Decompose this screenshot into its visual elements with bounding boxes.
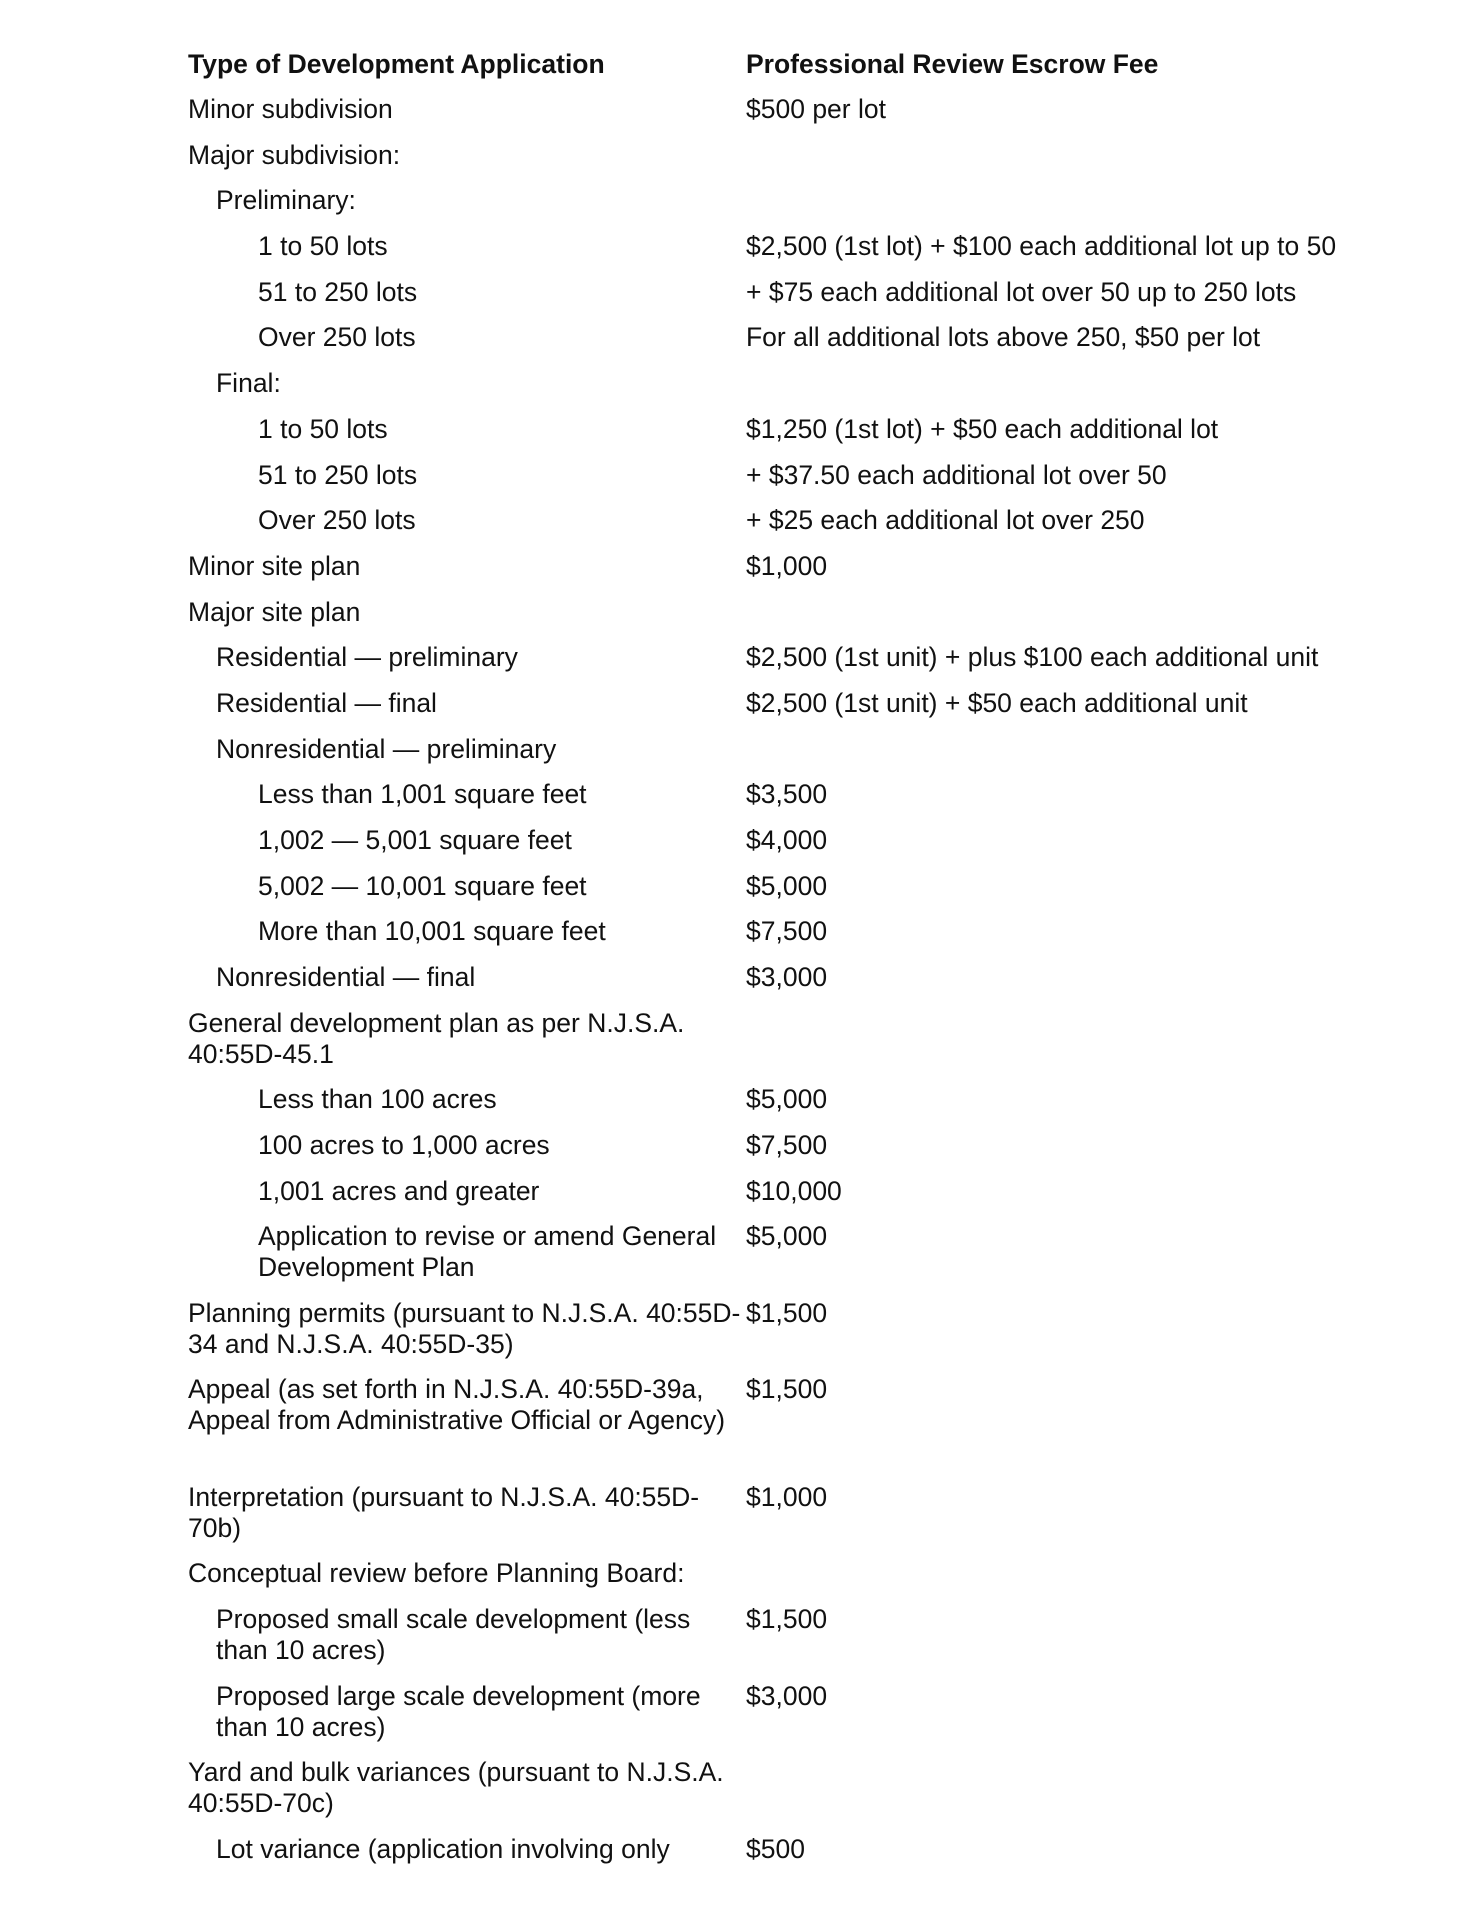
escrow-fee-cell [746, 1006, 1398, 1008]
table-row [188, 640, 1398, 686]
escrow-fee-cell: + $25 each additional lot over 250 [746, 505, 1145, 536]
application-type-cell: Proposed small scale development (less than 10 acres) [216, 1604, 691, 1665]
escrow-fee-cell [746, 732, 1398, 734]
application-type-cell: Minor subdivision [188, 94, 393, 124]
table-row [188, 1296, 1398, 1373]
application-type-cell: Nonresidential — final [216, 962, 476, 993]
escrow-fee-cell: $1,250 (1st lot) + $50 each additional lot [746, 413, 1219, 444]
escrow-fee-cell: $1,000 [746, 550, 828, 581]
table-row [188, 1556, 1398, 1602]
column-header-application-type: Type of Development Application [188, 49, 605, 79]
escrow-fee-cell [746, 1556, 1398, 1558]
application-type-cell: 51 to 250 lots [258, 459, 418, 490]
escrow-fee-cell: $7,500 [746, 1129, 828, 1160]
application-type-cell: Over 250 lots [258, 322, 416, 353]
table-header-row [188, 46, 1398, 92]
table-row [188, 1679, 1398, 1756]
table-row [188, 138, 1398, 184]
escrow-fee-cell [746, 595, 1398, 597]
application-type-cell: 1 to 50 lots [258, 413, 388, 444]
escrow-fee-cell: $2,500 (1st unit) + plus $100 each additional unit [746, 642, 1319, 673]
table-row [188, 183, 1398, 229]
application-type-cell: Planning permits (pursuant to N.J.S.A. 40:55D-34 and N.J.S.A. 40:55D-35) [188, 1297, 741, 1359]
escrow-fee-cell: $3,500 [746, 779, 828, 810]
table-row [188, 1480, 1398, 1557]
table-row [188, 1832, 1398, 1878]
escrow-fee-cell: $500 per lot [746, 94, 886, 124]
escrow-fee-cell: $3,000 [746, 962, 828, 993]
table-row [188, 1128, 1398, 1174]
application-type-cell: Application to revise or amend General Development Plan [258, 1221, 717, 1283]
table-row [188, 366, 1398, 412]
escrow-fee-cell: $3,000 [746, 1680, 828, 1711]
table-row [188, 1602, 1398, 1679]
application-type-cell: Residential — preliminary [216, 642, 518, 673]
escrow-fee-cell [746, 183, 1398, 185]
escrow-fee-cell: $5,000 [746, 1221, 828, 1252]
escrow-fee-cell: $2,500 (1st lot) + $100 each additional lot up to 50 [746, 231, 1337, 262]
column-header-escrow-fee: Professional Review Escrow Fee [746, 49, 1159, 79]
escrow-fee-cell [746, 1755, 1398, 1757]
application-type-cell: Nonresidential — preliminary [216, 733, 557, 764]
table-row [188, 777, 1398, 823]
table-row [188, 914, 1398, 960]
application-type-cell: Over 250 lots [258, 505, 416, 536]
escrow-fee-cell: $1,500 [746, 1604, 828, 1634]
table-row [188, 1372, 1398, 1480]
table-row [188, 1174, 1398, 1220]
application-type-cell: 100 acres to 1,000 acres [258, 1129, 550, 1160]
table-row [188, 275, 1398, 321]
table-body [188, 92, 1398, 1877]
escrow-fee-cell: $2,500 (1st unit) + $50 each additional unit [746, 687, 1248, 718]
application-type-cell: General development plan as per N.J.S.A. 40:55D-45.1 [188, 1007, 685, 1069]
application-type-cell: Appeal (as set forth in N.J.S.A. 40:55D-39a, Appeal from Administrative Official or Agency) [188, 1374, 726, 1436]
escrow-fee-cell: $5,000 [746, 1084, 828, 1115]
application-type-cell: Lot variance (application involving only [216, 1833, 670, 1864]
escrow-fee-cell: $500 [746, 1833, 805, 1864]
escrow-fee-cell: + $37.50 each additional lot over 50 [746, 459, 1167, 490]
table-row [188, 229, 1398, 275]
application-type-cell: 1 to 50 lots [258, 231, 388, 262]
application-type-cell: 1,002 — 5,001 square feet [258, 825, 572, 855]
application-type-cell: Preliminary: [216, 185, 356, 216]
table-row [188, 823, 1398, 869]
table-row [188, 1755, 1398, 1832]
application-type-cell: Residential — final [216, 687, 437, 718]
application-type-cell: Minor site plan [188, 550, 361, 581]
escrow-fee-cell: $7,500 [746, 916, 828, 947]
application-type-cell: Interpretation (pursuant to N.J.S.A. 40:55D-70b) [188, 1481, 700, 1543]
application-type-cell: Proposed large scale development (more than 10 acres) [216, 1680, 701, 1742]
table-row [188, 1006, 1398, 1083]
escrow-fee-cell: $5,000 [746, 870, 828, 901]
table-row [188, 732, 1398, 778]
escrow-fee-cell: $1,500 [746, 1297, 828, 1328]
table-row [188, 458, 1398, 504]
application-type-cell: 51 to 250 lots [258, 276, 418, 307]
application-type-cell: 1,001 acres and greater [258, 1175, 540, 1206]
application-type-cell: Less than 1,001 square feet [258, 779, 587, 810]
application-type-cell: 5,002 — 10,001 square feet [258, 870, 587, 901]
application-type-cell: Less than 100 acres [258, 1084, 497, 1115]
escrow-fee-cell: + $75 each additional lot over 50 up to 250 lots [746, 276, 1297, 307]
escrow-fee-cell: For all additional lots above 250, $50 per lot [746, 322, 1261, 353]
table-row [188, 412, 1398, 458]
escrow-fee-cell [746, 138, 1398, 140]
escrow-fee-cell: $1,000 [746, 1481, 828, 1512]
table-row [188, 1082, 1398, 1128]
table-row [188, 1219, 1398, 1296]
escrow-fee-cell: $10,000 [746, 1175, 842, 1206]
application-type-cell: More than 10,001 square feet [258, 916, 606, 947]
table-row [188, 869, 1398, 915]
application-type-cell: Major subdivision: [188, 139, 401, 170]
table-row [188, 595, 1398, 641]
application-type-cell: Final: [216, 368, 281, 399]
escrow-fee-cell [746, 366, 1398, 368]
escrow-fee-table [188, 46, 1398, 1877]
application-type-cell: Major site plan [188, 596, 361, 627]
application-type-cell: Conceptual review before Planning Board: [188, 1558, 685, 1589]
table-row [188, 92, 1398, 138]
escrow-fee-cell: $1,500 [746, 1374, 828, 1405]
table-row [188, 320, 1398, 366]
table-row [188, 960, 1398, 1006]
escrow-fee-cell: $4,000 [746, 825, 828, 855]
table-row [188, 686, 1398, 732]
application-type-cell: Yard and bulk variances (pursuant to N.J.S.A. 40:55D-70c) [188, 1757, 724, 1818]
table-row [188, 549, 1398, 595]
table-row [188, 503, 1398, 549]
